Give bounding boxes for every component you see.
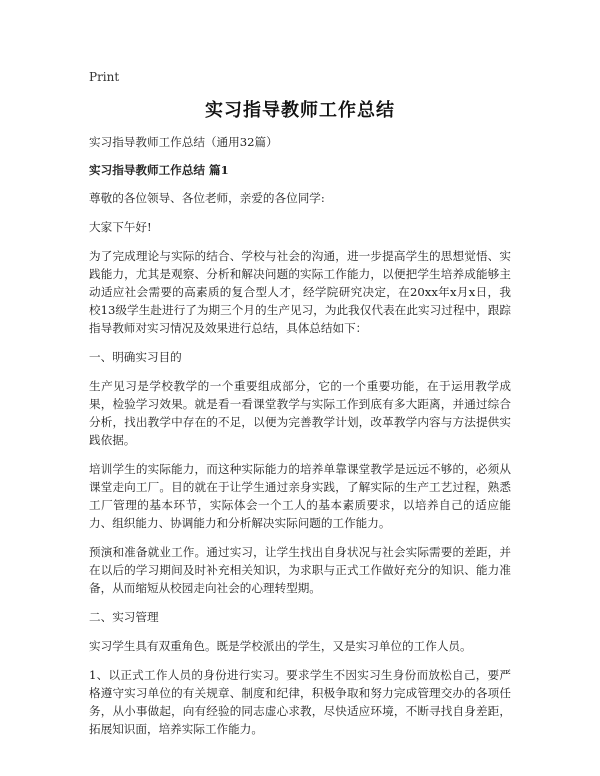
paragraph-purpose-1: 生产见习是学校教学的一个重要组成部分，它的一个重要功能，在于运用教学成果，检验学习效果。就是看一看课堂教学与实际工作到底有多大距离，并通过综合分析，找出教学中存在的不足，以便为完善教学计划，改革教学内容与方法提供实践依据。	[89, 379, 511, 447]
heading-purpose: 一、明确实习目的	[89, 350, 182, 364]
paragraph-purpose-2: 培训学生的实际能力，而这种实际能力的培养单靠课堂教学是远远不够的，必须从课堂走向工厂。目的就在于让学生通过亲身实践，了解实际的生产工艺过程，熟悉工厂管理的基本环节，实际体会一个工人的基本素质要求，以培养自己的适应能力、组织能力、协调能力和分析解决实际问题的工作能力。	[89, 462, 511, 530]
paragraph-management-2: 1、以正式工作人员的身份进行实习。要求学生不因实习生身份而放松自己，要严格遵守实习单位的有关规章、制度和纪律，积极争取和努力完成管理交办的各项任务，从小事做起，向有经验的同志虚心求教，尽快适应环境，不断寻找自身差距，拓展知识面，培养实际工作能力。	[89, 668, 511, 736]
document-subtitle: 实习指导教师工作总结（通用32篇）	[89, 135, 278, 149]
section-title: 实习指导教师工作总结 篇1	[89, 163, 229, 177]
paragraph-purpose-3: 预演和准备就业工作。通过实习，让学生找出自身状况与社会实际需要的差距，并在以后的学习期间及时补充相关知识，为求职与正式工作做好充分的知识、能力准备，从而缩短从校园走向社会的心理转型期。	[89, 545, 511, 595]
page-title: 实习指导教师工作总结	[205, 100, 395, 121]
greeting-line-2: 大家下午好!	[89, 220, 152, 234]
paragraph-intro: 为了完成理论与实际的结合、学校与社会的沟通，进一步提高学生的思想觉悟、实践能力，尤其是观察、分析和解决问题的实际工作能力，以便把学生培养成能够主动适应社会需要的高素质的复合型人才，经学院研究决定，在20xx年x月x日，我校13级学生赴进行了为期三个月的生产见习，为此我仅代表在此实习过程中，跟踪指导教师对实习情况及效果进行总结，具体总结如下：	[89, 249, 511, 335]
print-label: Print	[89, 70, 120, 84]
greeting-line: 尊敬的各位领导、各位老师，亲爱的各位同学:	[89, 191, 325, 205]
paragraph-management-1: 实习学生具有双重角色。既是学校派出的学生，又是实习单位的工作人员。	[89, 639, 472, 653]
document-body	[89, 133, 511, 749]
heading-management: 二、实习管理	[89, 610, 159, 624]
